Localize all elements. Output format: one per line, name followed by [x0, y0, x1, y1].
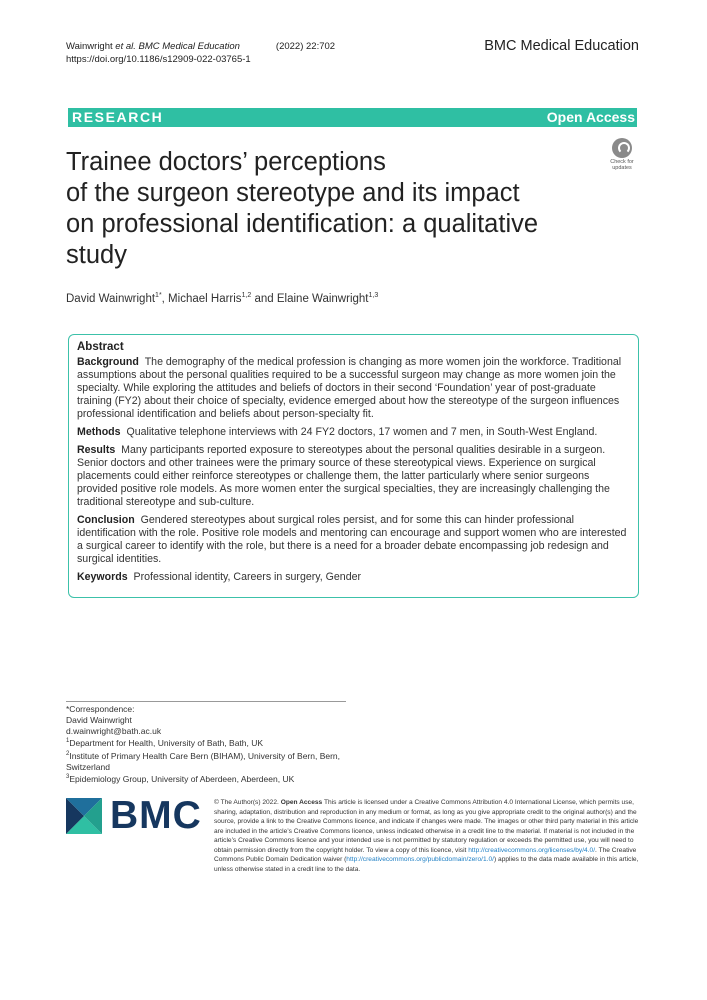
title-line2: of the surgeon stereotype and its impact: [66, 179, 520, 207]
article-type-label: RESEARCH: [72, 109, 164, 125]
affiliation-2: [66, 749, 366, 762]
background-label: Background: [77, 356, 139, 368]
running-header-citation: [66, 41, 335, 66]
conclusion-label: Conclusion: [77, 514, 135, 526]
badge-line2: updates: [612, 165, 632, 171]
license-link-by[interactable]: http://creativecommons.org/licenses/by/4.0/: [468, 846, 596, 854]
bmc-wordmark: BMC: [110, 794, 202, 837]
author-1-sup: 1*: [155, 292, 162, 299]
conclusion-text: Gendered stereotypes about surgical roles persist, and for some this can hinder professional identification with the role. Positive role models and mentoring can encourage and support women who are interested a surgical career to identify with the role, but there is a need for a broader debate encompassing job redesign and surgical identities.: [77, 514, 627, 565]
check-for-updates-icon: [612, 138, 632, 158]
aff2-text: Institute of Primary Health Care Bern (BIHAM), University of Bern, Bern,: [69, 750, 341, 761]
aff1-sup: 1: [66, 738, 70, 745]
keywords-label: Keywords: [77, 571, 128, 583]
doi-link[interactable]: https://doi.org/10.1186/s12909-022-03765-1: [66, 53, 251, 65]
correspondence-email[interactable]: d.wainwright@bath.ac.uk: [66, 725, 162, 736]
article-title: [66, 147, 586, 271]
aff3-sup: 3: [66, 774, 70, 781]
author-3-sup: 1,3: [368, 292, 379, 299]
abstract-conclusion: [77, 514, 630, 566]
badge-line1: Check for: [610, 159, 634, 165]
license-body3: ) applies to the data made available in this article, unless otherwise stated in a credit line to the data.: [214, 856, 639, 873]
author-3[interactable]: and Elaine Wainwright: [251, 292, 369, 305]
check-for-updates-badge[interactable]: [607, 138, 637, 170]
title-line3: on professional identification: a qualitative: [66, 210, 539, 238]
author-1[interactable]: David Wainwright: [66, 292, 156, 305]
affiliation-1: [66, 736, 366, 749]
citation-authors: Wainwright: [66, 41, 116, 52]
abstract-background: [77, 356, 630, 421]
license-body2: . The Creative Commons Public Domain Dedication waiver (: [214, 846, 637, 863]
bmc-logo-mark-icon: [66, 798, 102, 834]
aff2-sup: 2: [66, 751, 70, 758]
methods-label: Methods: [77, 426, 121, 438]
abstract-methods: [77, 426, 630, 439]
aff1-text: Department for Health, University of Bath, Bath, UK: [69, 738, 264, 749]
open-access-label: Open Access: [546, 109, 635, 125]
correspondence-name: David Wainwright: [66, 714, 132, 725]
citation-etal: et al. BMC Medical Education: [115, 41, 240, 52]
license-link-zero[interactable]: http://creativecommons.org/publicdomain/zero/1.0/: [346, 856, 494, 863]
license-text: [214, 798, 640, 874]
license-body1: This article is licensed under a Creative Commons Attribution 4.0 International License, which permits use, sharing, adaptation, distribution and reproduction in any medium or format, as long as you give appropriate credit to the original author(s) and the source, provide a link to the Creative Commons licence, and indicate if changes were made. The images or other third party material in this article are included in the article’s Creative Commons licence, unless indicated otherwise in a credit line to the material. If material is not included in the article’s Creative Commons licence and your intended use is not permitted by statutory regulation or exceeds the permitted use, you will need to obtain permission directly from the copyright holder. To view a copy of this licence, visit: [214, 799, 639, 854]
license-prefix: © The Author(s) 2022.: [214, 799, 281, 806]
abstract-box: [68, 334, 639, 598]
citation-year: (2022) 22:702: [275, 41, 336, 52]
correspondence-notes: [66, 704, 366, 785]
results-text: Many participants reported exposure to stereotypes about the personal qualities desirable in a surgeon. Senior doctors and other trainees were the primary source of these stereotypical views. Experience on surgical placements could either reinforce stereotypes or challenge them, the latter particularly where senior surgeons provided positive role models. As more women enter the surgical specialties, they are increasingly challenging the traditional stereotype and sub-culture.: [77, 444, 610, 508]
abstract-heading: Abstract: [77, 341, 124, 353]
affiliation-2-cont: Switzerland: [66, 761, 110, 772]
abstract-results: [77, 444, 630, 509]
correspondence-label: *Correspondence:: [66, 704, 135, 714]
keywords-text: Professional identity, Careers in surgery, Gender: [133, 571, 362, 583]
methods-text: Qualitative telephone interviews with 24 FY2 doctors, 17 women and 7 men, in South-West England.: [126, 426, 598, 438]
abstract-keywords: [77, 571, 630, 584]
author-2-sup: 1,2: [241, 292, 252, 299]
aff3-text: Epidemiology Group, University of Aberdeen, Aberdeen, UK: [69, 774, 295, 785]
footnote-divider: [66, 701, 346, 702]
title-line4: study: [66, 241, 127, 269]
results-label: Results: [77, 444, 116, 456]
article-type-banner: [68, 108, 637, 127]
background-text: The demography of the medical profession is changing as more women join the workforce. Traditional assumptions about the personal qualities required to be a successful surgeon may change as more women join the specialty. While exploring the attitudes and beliefs of doctors in their second ‘Foundation’ year of post-graduate training (FY2) about their choice of specialty, evidence emerged about how the stereotype of the surgeon influences professional identification and beliefs about person-specialty fit.: [77, 356, 622, 420]
title-line1: Trainee doctors’ perceptions: [66, 148, 386, 176]
journal-name: BMC Medical Education: [484, 38, 639, 54]
author-list: [66, 292, 378, 305]
affiliation-3: [66, 772, 366, 785]
bmc-logo: [66, 794, 202, 837]
license-oa: Open Access: [280, 799, 323, 806]
author-2[interactable]: , Michael Harris: [161, 292, 242, 305]
